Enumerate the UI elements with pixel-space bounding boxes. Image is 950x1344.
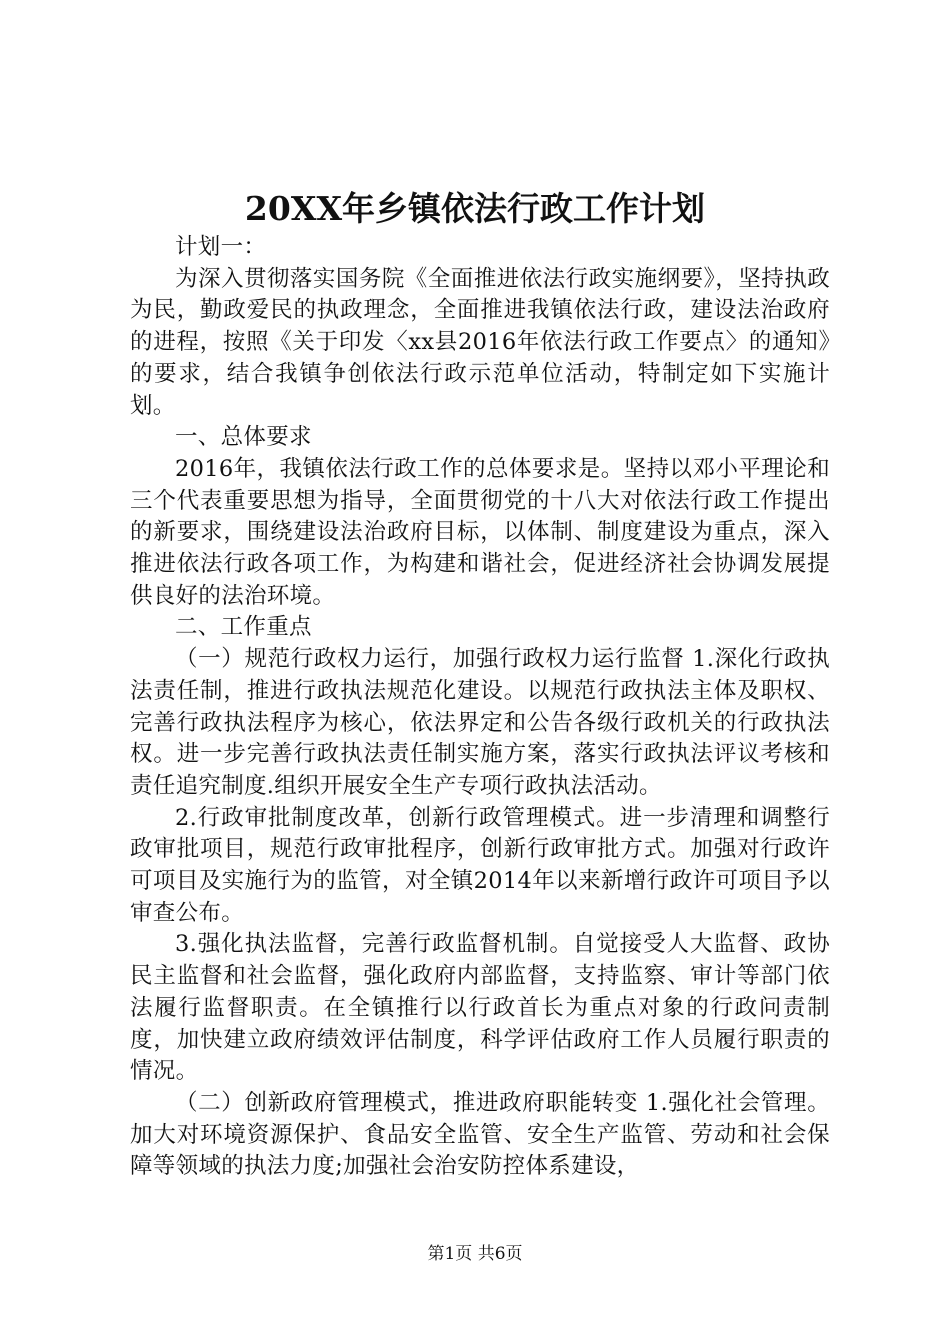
paragraph-section-one: （一）规范行政权力运行，加强行政权力运行监督 1.深化行政执法责任制，推进行政执法规范化建设。以规范行政执法主体及职权、完善行政执法程序为核心，依法界定和公告各级行政机关的行政执法权。进一步完善行政执法责任制实施方案，落实行政执法评议考核和责任追究制度.组织开展安全生产专项行政执法活动。 [130, 646, 830, 799]
document-body [130, 232, 830, 1183]
heading-work-focus: 二、工作重点 [175, 614, 312, 641]
heading-general-requirements: 一、总体要求 [175, 424, 312, 451]
document-title: 20XX年乡镇依法行政工作计划 [244, 189, 706, 228]
paragraph-item-two: 2.行政审批制度改革，创新行政管理模式。进一步清理和调整行政审批项目，规范行政审批程序，创新行政审批方式。加强对行政许可项目及实施行为的监管，对全镇2014年以来新增行政许可项目予以审查公布。 [130, 804, 830, 926]
paragraph-intro: 为深入贯彻落实国务院《全面推进依法行政实施纲要》，坚持执政为民，勤政爱民的执政理念，全面推进我镇依法行政，建设法治政府的进程，按照《关于印发〈xx县2016年依法行政工作要点〉的通知》的要求，结合我镇争创依法行政示范单位活动，特制定如下实施计划。 [130, 265, 830, 419]
paragraph-general-requirements: 2016年，我镇依法行政工作的总体要求是。坚持以邓小平理论和三个代表重要思想为指导，全面贯彻党的十八大对依法行政工作提出的新要求，围绕建设法治政府目标，以体制、制度建设为重点，深入推进依法行政各项工作，为构建和谐社会，促进经济社会协调发展提供良好的法治环境。 [130, 455, 830, 609]
page-number-footer: 第1页 共6页 [427, 1244, 523, 1264]
paragraph-section-two: （二）创新政府管理模式，推进政府职能转变 1.强化社会管理。加大对环境资源保护、食品安全监管、安全生产监管、劳动和社会保障等领域的执法力度;加强社会治安防控体系建设， [130, 1089, 830, 1180]
paragraph-item-three: 3.强化执法监督，完善行政监督机制。自觉接受人大监督、政协民主监督和社会监督，强化政府内部监督，支持监察、审计等部门依法履行监督职责。在全镇推行以行政首长为重点对象的行政问责制度，加快建立政府绩效评估制度，科学评估政府工作人员履行职责的情况。 [130, 931, 830, 1085]
paragraph-plan-label: 计划一： [175, 234, 267, 260]
